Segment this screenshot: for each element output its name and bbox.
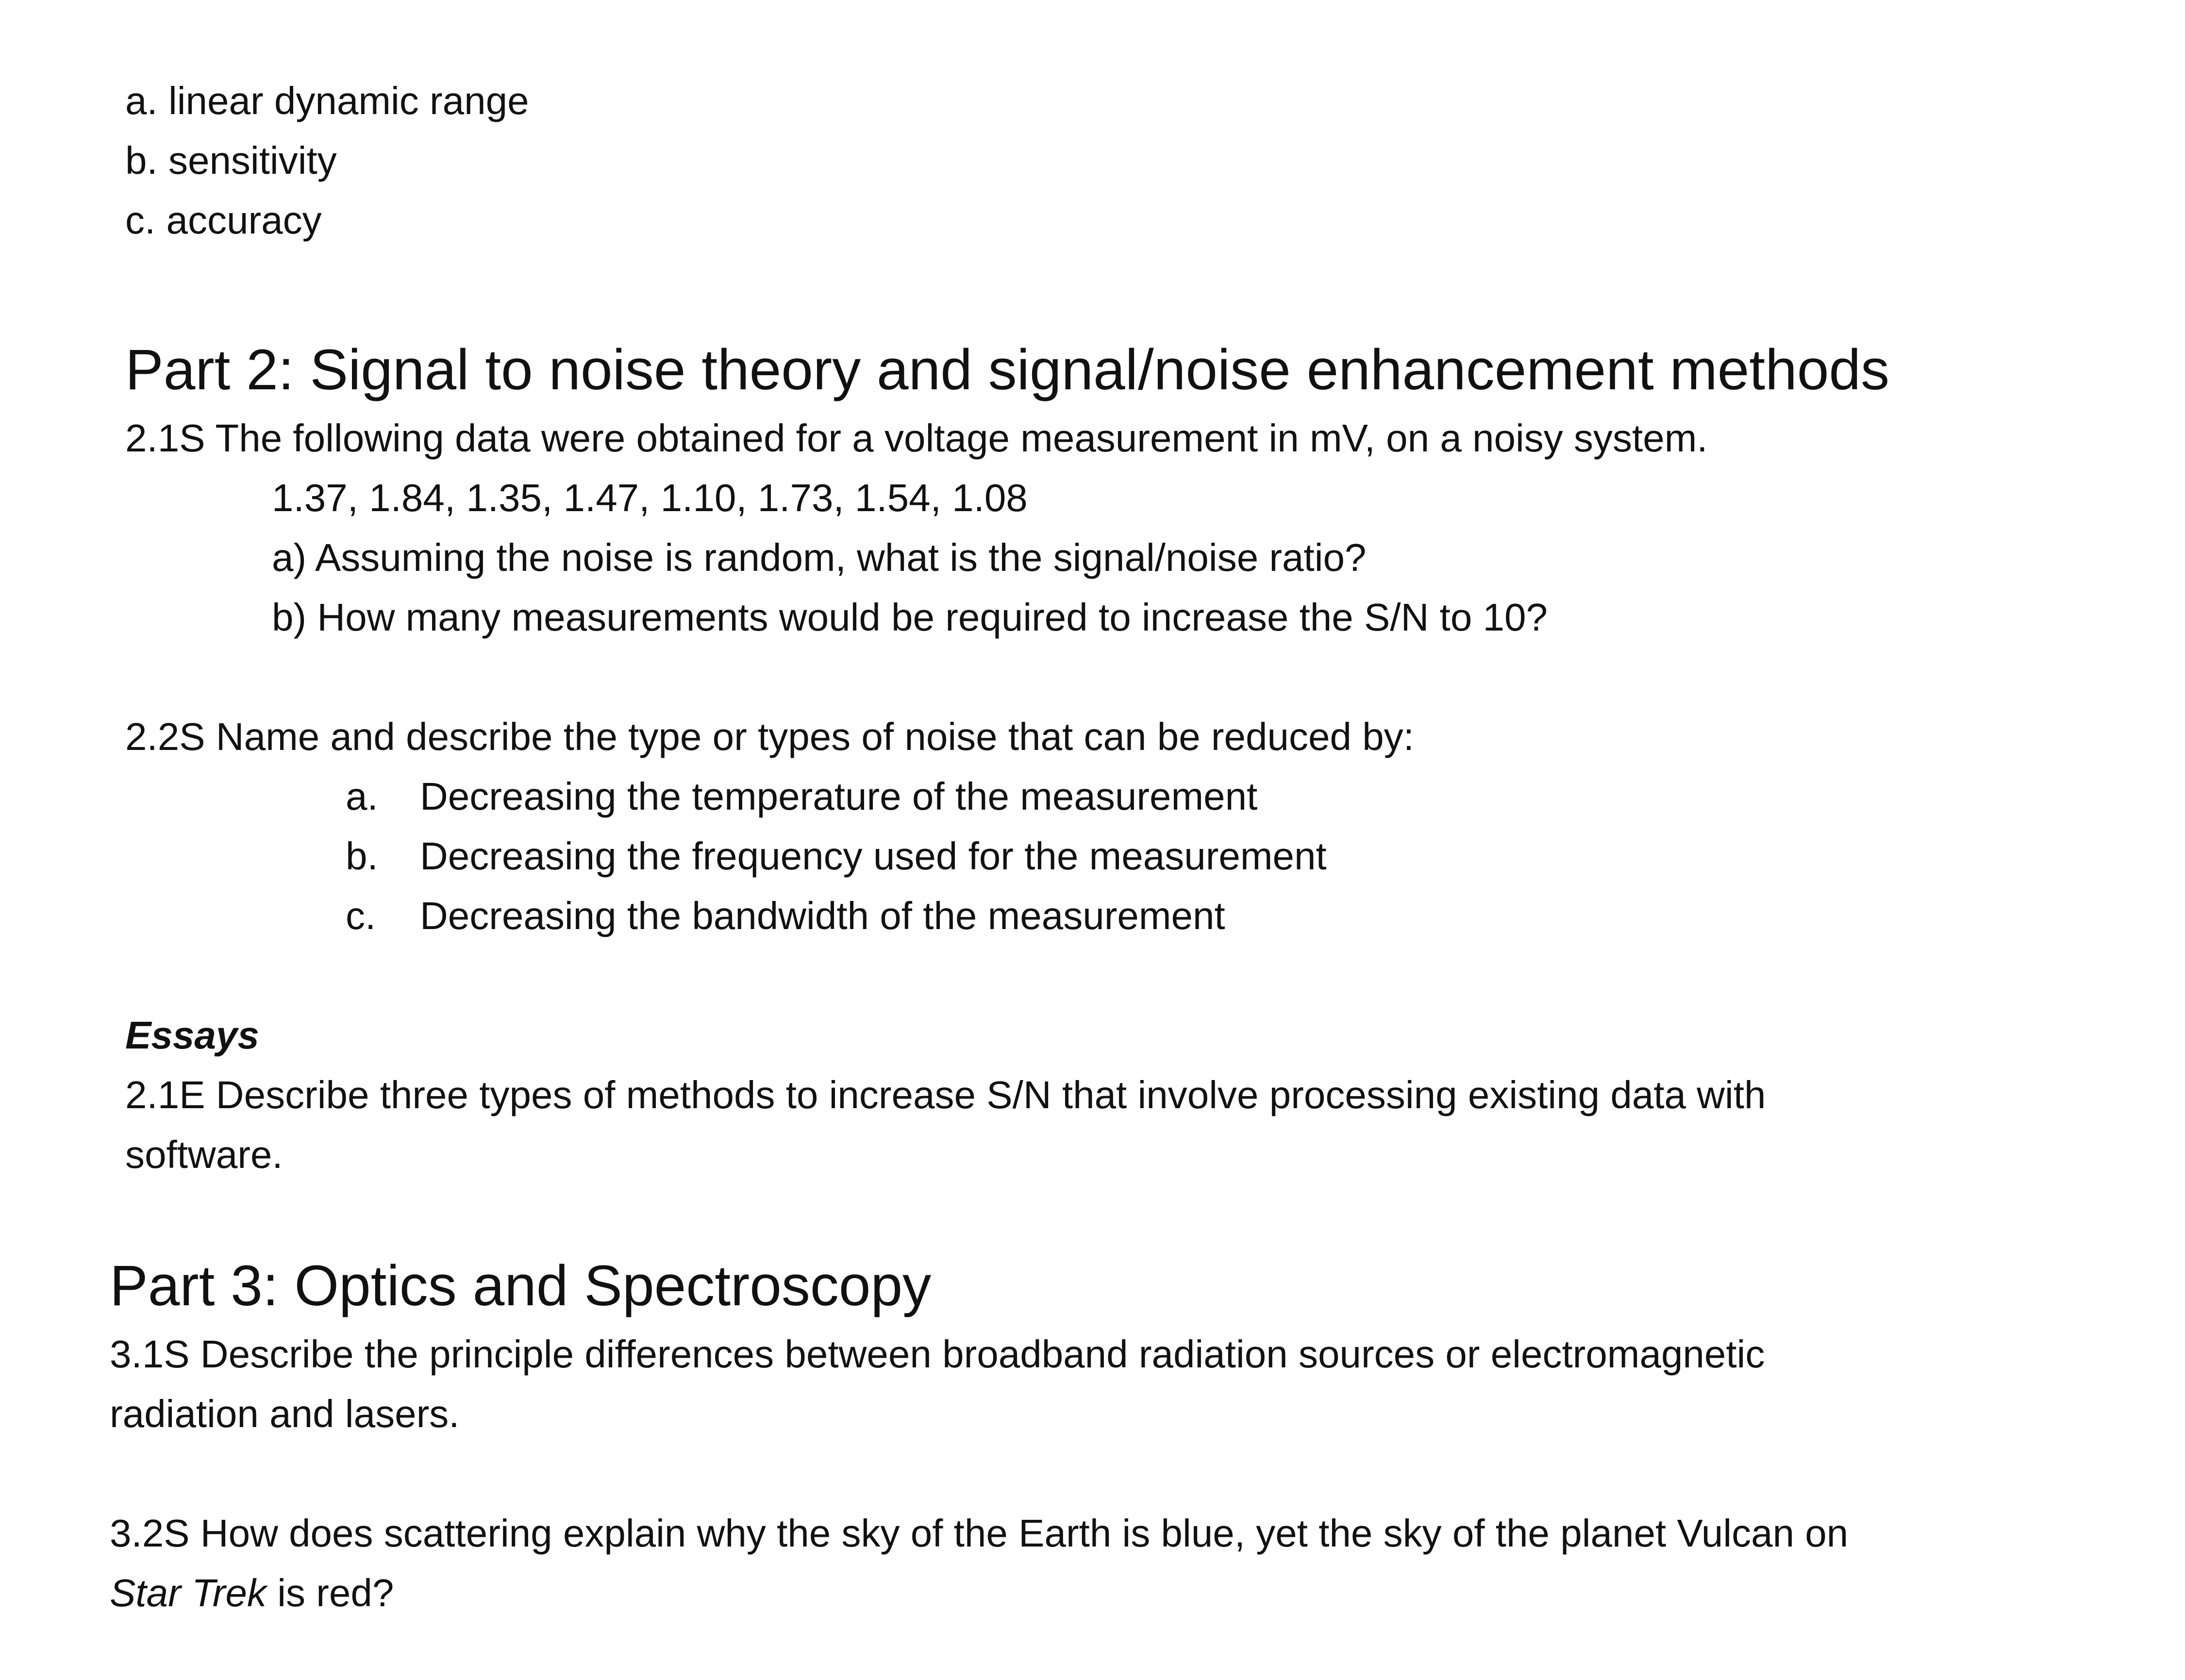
q22-item-c-text: Decreasing the bandwidth of the measurement [420,894,1225,937]
part3-heading: Part 3: Optics and Spectroscopy [110,1254,932,1318]
e21-line2: software. [125,1133,283,1176]
q21-part-a: a) Assuming the noise is random, what is the signal/noise ratio? [272,536,1367,579]
q22-item-a-marker: a. [346,775,378,818]
option-c: c. accuracy [125,199,322,242]
q32-line2 [110,1571,394,1614]
q31-line1: 3.1S Describe the principle differences between broadband radiation sources or electromagnetic [110,1332,1765,1376]
essays-label: Essays [125,1014,259,1057]
q32-line1: 3.2S How does scattering explain why the sky of the Earth is blue, yet the sky of the planet Vulcan on [110,1512,1849,1555]
q32-star-trek: Star Trek [110,1571,267,1614]
q31-line2: radiation and lasers. [110,1392,460,1435]
q22-item-c-marker: c. [346,894,376,937]
q32-line2-rest: is red? [267,1571,394,1614]
q21-part-b: b) How many measurements would be required to increase the S/N to 10? [272,596,1548,639]
option-b: b. sensitivity [125,139,337,182]
q22-item-b-marker: b. [346,834,378,878]
q21-data: 1.37, 1.84, 1.35, 1.47, 1.10, 1.73, 1.54, 1.08 [272,476,1028,519]
q22-item-b-text: Decreasing the frequency used for the measurement [420,834,1327,878]
q21-prompt: 2.1S The following data were obtained for a voltage measurement in mV, on a noisy system. [125,416,1708,460]
part2-heading: Part 2: Signal to noise theory and signal/noise enhancement methods [125,338,1890,402]
e21-line1: 2.1E Describe three types of methods to increase S/N that involve processing existing data with [125,1073,1766,1116]
q22-prompt: 2.2S Name and describe the type or types of noise that can be reduced by: [125,715,1414,758]
q22-item-a-text: Decreasing the temperature of the measurement [420,775,1258,818]
option-a: a. linear dynamic range [125,79,529,122]
